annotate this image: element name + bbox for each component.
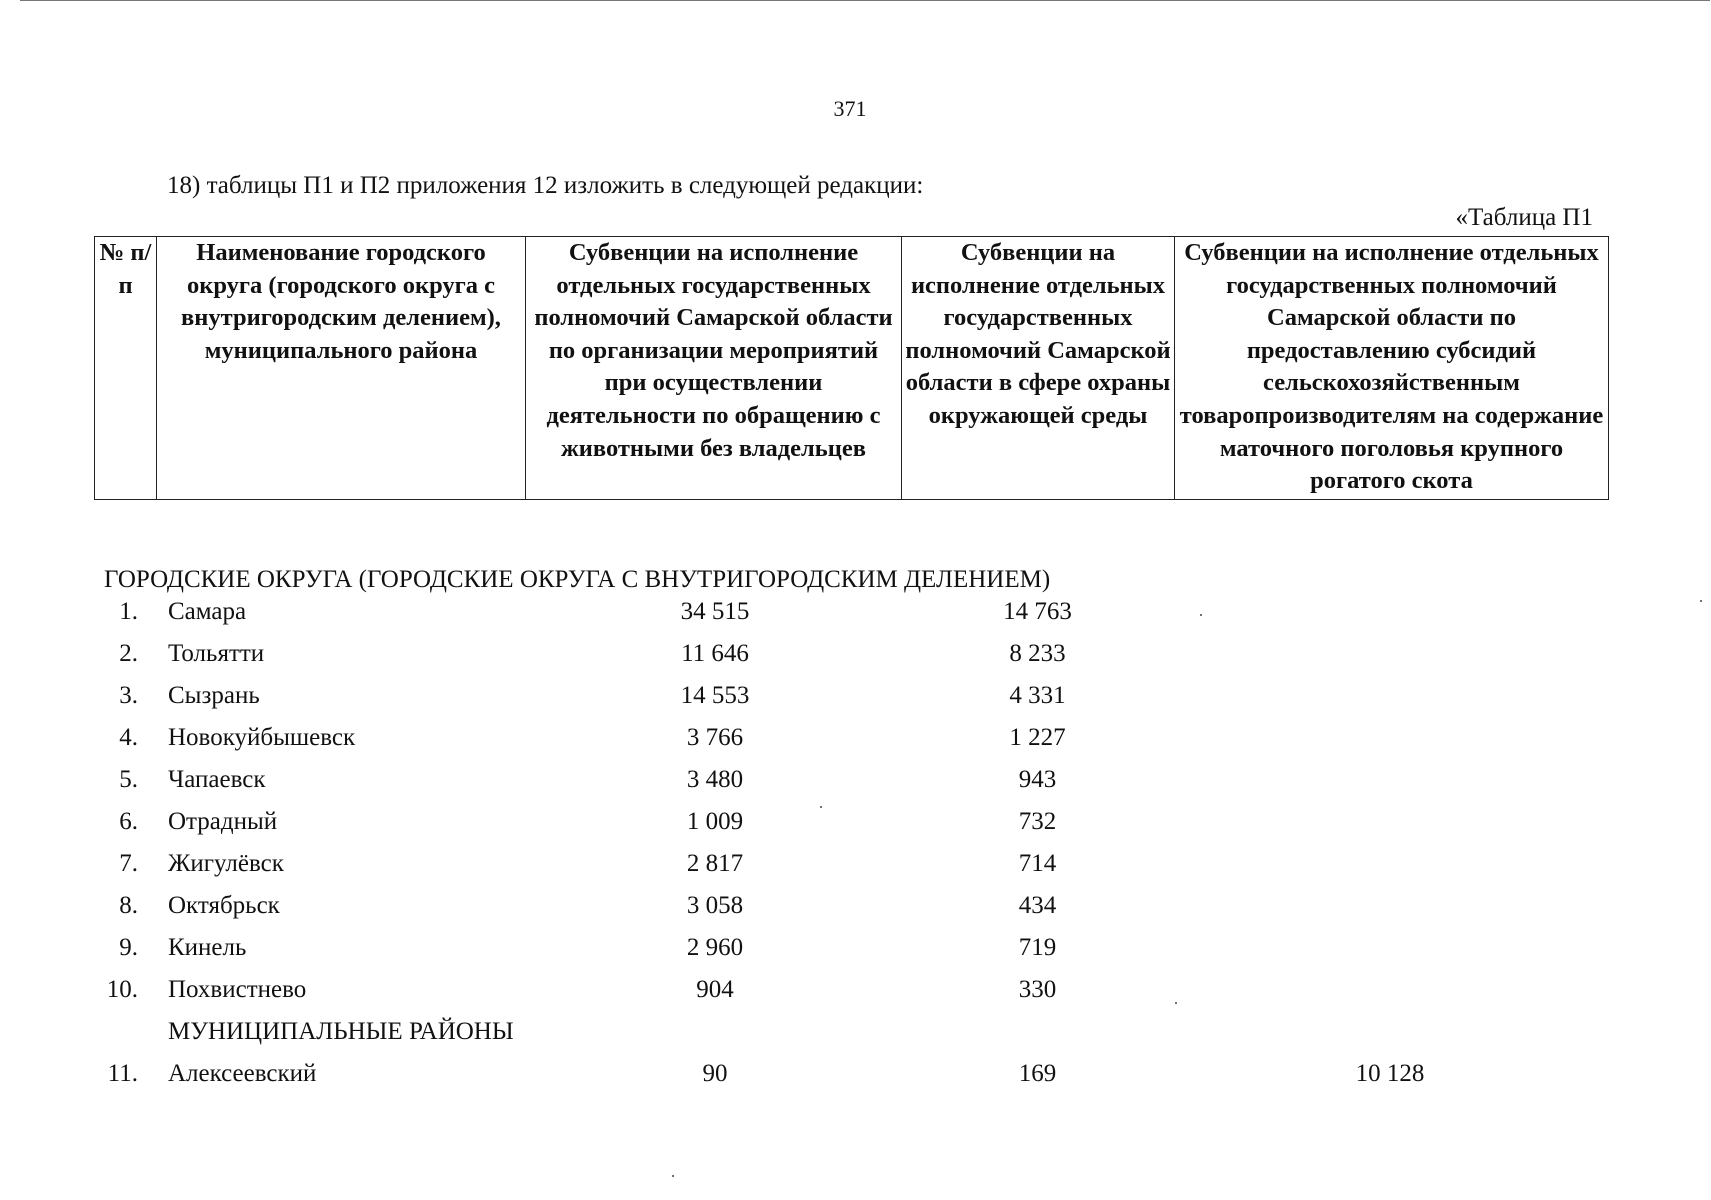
section-urban-districts: ГОРОДСКИЕ ОКРУГА (ГОРОДСКИЕ ОКРУГА С ВНУТРИГОРОДСКИМ ДЕЛЕНИЕМ) [104,566,1051,593]
row-name: Самара [168,598,247,625]
header-cattle-subvention: Субвенции на исполнение отдельных государственных полномочий Самарской области по предоставлению субсидий сельскохозяйственным товаропроизводителям на содержание маточного поголовья крупного рогатого скота [1175,237,1609,500]
table-row [0,640,1711,674]
row-name: Алексеевский [168,1060,317,1087]
row-number: 6. [119,808,138,835]
table-row [0,808,1711,842]
row-value-environment: 943 [1018,766,1057,793]
row-value-animals: 904 [696,976,734,1003]
row-value-environment: 14 763 [1003,598,1072,625]
row-number: 1. [119,598,138,625]
row-name: Чапаевск [168,766,266,793]
row-name: Октябрьск [168,892,280,919]
scan-speck [1700,600,1702,602]
row-number: 7. [119,850,138,877]
intro-paragraph: 18) таблицы П1 и П2 приложения 12 изложить в следующей редакции: [167,172,924,199]
section-municipal-districts: МУНИЦИПАЛЬНЫЕ РАЙОНЫ [168,1018,514,1045]
scan-speck [1175,1002,1177,1004]
table-row [0,1060,1711,1094]
table-row [0,766,1711,800]
table-row [0,682,1711,716]
row-value-environment: 714 [1018,850,1057,877]
row-value-animals: 34 515 [680,598,750,625]
row-name: Тольятти [168,640,265,667]
table-row [0,598,1711,632]
row-value-environment: 8 233 [1009,640,1066,667]
row-number: 10. [106,976,138,1003]
table-row [0,850,1711,884]
row-name: Кинель [168,934,247,961]
row-number: 4. [119,724,138,751]
table-row [0,892,1711,926]
table-row [0,724,1711,758]
row-name: Сызрань [168,682,260,709]
row-number: 9. [119,934,138,961]
scan-speck [820,806,822,808]
row-value-environment: 1 227 [1009,724,1066,751]
row-value-environment: 4 331 [1009,682,1066,709]
row-value-animals: 3 058 [686,892,744,919]
row-value-animals: 2 817 [686,850,744,877]
row-value-animals: 3 480 [686,766,744,793]
row-name: Жигулёвск [168,850,284,877]
table-caption: «Таблица П1 [1455,204,1593,231]
row-value-environment: 434 [1018,892,1057,919]
row-value-environment: 169 [1018,1060,1057,1087]
row-value-animals: 3 766 [686,724,744,751]
row-value-animals: 90 [702,1060,728,1087]
table-row [0,976,1711,1010]
row-value-animals: 14 553 [680,682,750,709]
row-name: Похвистнево [168,976,307,1003]
table-row [0,934,1711,968]
row-value-environment: 330 [1018,976,1057,1003]
row-value-environment: 719 [1018,934,1057,961]
row-value-environment: 732 [1018,808,1057,835]
row-number: 11. [107,1060,138,1087]
row-number: 3. [119,682,138,709]
row-name: Новокуйбышевск [168,724,356,751]
header-animals-subvention: Субвенции на исполнение отдельных государственных полномочий Самарской области по организации мероприятий при осуществлении деятельности по обращению с животными без владельцев [526,237,902,500]
row-name: Отрадный [168,808,278,835]
page-number: 371 [833,96,867,121]
header-environment-subvention: Субвенции на исполнение отдельных государственных полномочий Самарской области в сфере охраны окружающей среды [902,237,1175,500]
header-name: Наименование городского округа (городского округа с внутригородским делением), муниципального района [157,237,526,500]
row-value-animals: 1 009 [686,808,744,835]
header-number: № п/п [95,237,157,500]
row-value-animals: 11 646 [681,640,749,667]
row-number: 8. [119,892,138,919]
scan-speck [672,1175,674,1177]
row-value-animals: 2 960 [686,934,744,961]
scan-speck [1200,614,1202,616]
row-number: 2. [119,640,138,667]
row-value-cattle: 10 128 [1355,1060,1425,1087]
row-number: 5. [119,766,138,793]
